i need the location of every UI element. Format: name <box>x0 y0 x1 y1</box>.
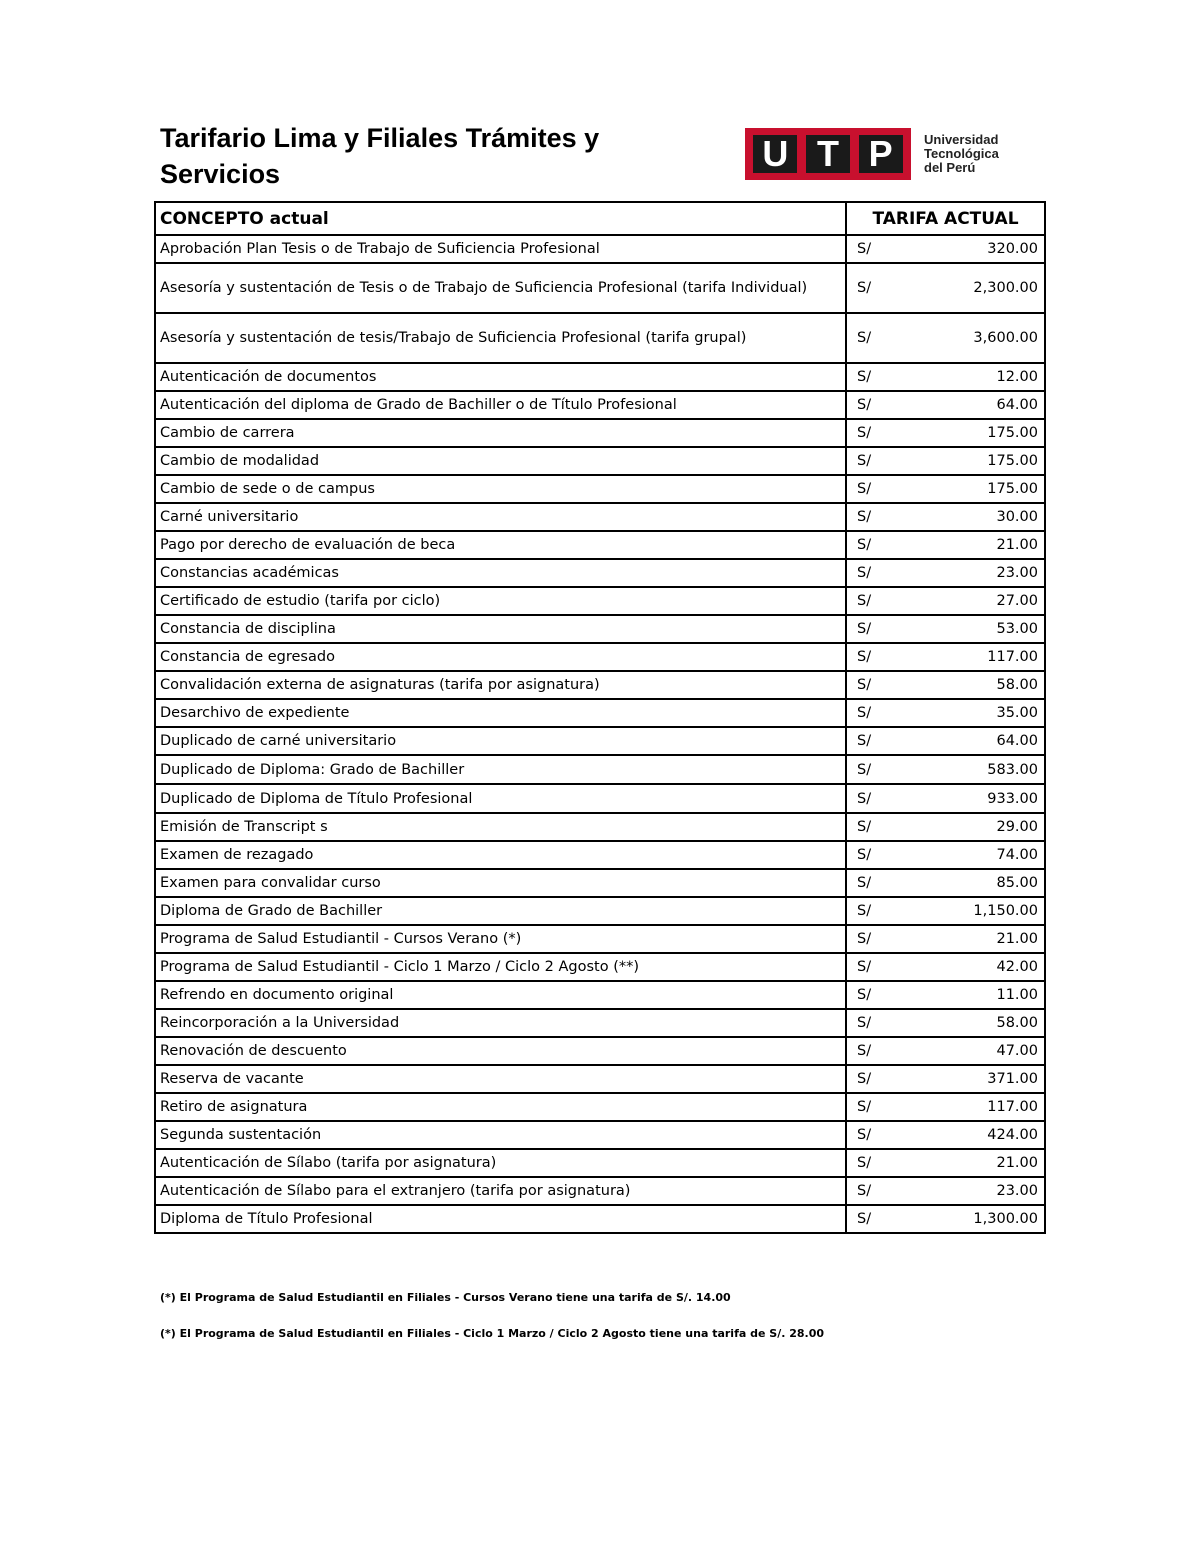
tarifa-amount: 21.00 <box>996 537 1038 553</box>
footnote: (*) El Programa de Salud Estudiantil en Filiales - Cursos Verano tiene una tarifa de S/. 14.00 <box>160 1291 731 1304</box>
tarifa-cell <box>846 925 1045 953</box>
concepto-cell: Constancias académicas <box>155 559 846 587</box>
table-row <box>155 784 1045 813</box>
concepto-cell: Examen para convalidar curso <box>155 869 846 897</box>
table-row <box>155 727 1045 755</box>
currency-symbol: S/ <box>857 280 872 296</box>
tarifa-cell <box>846 671 1045 699</box>
tarifa-amount: 42.00 <box>996 959 1038 975</box>
concepto-cell: Retiro de asignatura <box>155 1093 846 1121</box>
logo-text-line: del Perú <box>924 160 976 175</box>
currency-symbol: S/ <box>857 1015 872 1031</box>
table-row <box>155 1121 1045 1149</box>
tarifa-amount: 58.00 <box>996 1015 1038 1031</box>
tarifa-amount: 175.00 <box>987 453 1038 469</box>
tarifa-cell <box>846 1009 1045 1037</box>
tarifa-amount: 1,150.00 <box>973 903 1038 919</box>
concepto-cell: Pago por derecho de evaluación de beca <box>155 531 846 559</box>
logo-text-line: Universidad <box>924 132 999 147</box>
currency-symbol: S/ <box>857 959 872 975</box>
table-row <box>155 475 1045 503</box>
currency-symbol: S/ <box>857 330 872 346</box>
tarifa-amount: 933.00 <box>987 790 1038 807</box>
currency-symbol: S/ <box>857 875 872 891</box>
tarifa-amount: 117.00 <box>987 1099 1038 1115</box>
concepto-cell: Programa de Salud Estudiantil - Ciclo 1 Marzo / Ciclo 2 Agosto (**) <box>155 953 846 981</box>
currency-symbol: S/ <box>857 761 872 778</box>
table-row <box>155 699 1045 727</box>
table-row <box>155 1037 1045 1065</box>
tarifa-cell <box>846 755 1045 784</box>
table-row <box>155 419 1045 447</box>
currency-symbol: S/ <box>857 1155 872 1171</box>
table-row <box>155 671 1045 699</box>
tarifa-amount: 53.00 <box>996 621 1038 637</box>
concepto-cell: Programa de Salud Estudiantil - Cursos Verano (*) <box>155 925 846 953</box>
table-row <box>155 1205 1045 1233</box>
logo-letter-u: U <box>753 135 797 173</box>
currency-symbol: S/ <box>857 397 872 413</box>
tarifa-amount: 3,600.00 <box>973 330 1038 346</box>
tarifa-amount: 1,300.00 <box>973 1211 1038 1227</box>
utp-logo <box>745 128 999 180</box>
tarifa-amount: 74.00 <box>996 847 1038 863</box>
logo-letters-box <box>745 128 911 180</box>
tarifa-cell <box>846 587 1045 615</box>
table-row <box>155 1177 1045 1205</box>
concepto-cell: Emisión de Transcript s <box>155 813 846 841</box>
currency-symbol: S/ <box>857 537 872 553</box>
concepto-cell: Desarchivo de expediente <box>155 699 846 727</box>
table-row <box>155 813 1045 841</box>
currency-symbol: S/ <box>857 1127 872 1143</box>
currency-symbol: S/ <box>857 509 872 525</box>
currency-symbol: S/ <box>857 649 872 665</box>
concepto-cell: Autenticación del diploma de Grado de Bachiller o de Título Profesional <box>155 391 846 419</box>
tarifa-amount: 35.00 <box>996 705 1038 721</box>
tarifa-amount: 30.00 <box>996 509 1038 525</box>
table-row <box>155 447 1045 475</box>
tarifa-amount: 320.00 <box>987 241 1038 257</box>
tarifa-cell <box>846 1065 1045 1093</box>
currency-symbol: S/ <box>857 931 872 947</box>
logo-wordmark <box>924 133 999 175</box>
currency-symbol: S/ <box>857 593 872 609</box>
tarifa-cell <box>846 1121 1045 1149</box>
table-row <box>155 263 1045 313</box>
tarifa-cell <box>846 503 1045 531</box>
concepto-cell: Autenticación de documentos <box>155 363 846 391</box>
table-row <box>155 897 1045 925</box>
tarifa-cell <box>846 615 1045 643</box>
currency-symbol: S/ <box>857 1043 872 1059</box>
tarifa-cell <box>846 841 1045 869</box>
table-row <box>155 643 1045 671</box>
concepto-cell: Constancia de egresado <box>155 643 846 671</box>
concepto-cell: Certificado de estudio (tarifa por ciclo) <box>155 587 846 615</box>
tarifa-cell <box>846 699 1045 727</box>
table-row <box>155 841 1045 869</box>
page-title: Tarifario Lima y Filiales Trámites y Servicios <box>160 123 600 189</box>
currency-symbol: S/ <box>857 733 872 749</box>
concepto-cell: Examen de rezagado <box>155 841 846 869</box>
tarifa-cell <box>846 953 1045 981</box>
concepto-cell: Segunda sustentación <box>155 1121 846 1149</box>
currency-symbol: S/ <box>857 1183 872 1199</box>
tarifa-cell <box>846 1205 1045 1233</box>
tarifa-cell <box>846 1149 1045 1177</box>
currency-symbol: S/ <box>857 847 872 863</box>
concepto-cell: Refrendo en documento original <box>155 981 846 1009</box>
concepto-cell: Duplicado de Diploma de Título Profesional <box>155 784 846 813</box>
currency-symbol: S/ <box>857 425 872 441</box>
table-row <box>155 363 1045 391</box>
concepto-cell: Constancia de disciplina <box>155 615 846 643</box>
tarifa-cell <box>846 1093 1045 1121</box>
table-row <box>155 615 1045 643</box>
tarifas-table <box>154 201 1046 1234</box>
currency-symbol: S/ <box>857 677 872 693</box>
tarifa-amount: 64.00 <box>996 733 1038 749</box>
tarifa-amount: 12.00 <box>996 369 1038 385</box>
tarifa-amount: 27.00 <box>996 593 1038 609</box>
concepto-cell: Duplicado de Diploma: Grado de Bachiller <box>155 755 846 784</box>
table-row <box>155 1065 1045 1093</box>
table-row <box>155 1009 1045 1037</box>
currency-symbol: S/ <box>857 565 872 581</box>
table-row <box>155 953 1045 981</box>
tarifa-amount: 58.00 <box>996 677 1038 693</box>
concepto-cell: Duplicado de carné universitario <box>155 727 846 755</box>
logo-letter-p: P <box>859 135 903 173</box>
tarifa-amount: 85.00 <box>996 875 1038 891</box>
tarifa-amount: 64.00 <box>996 397 1038 413</box>
table-row <box>155 755 1045 784</box>
table-row <box>155 1149 1045 1177</box>
table-row <box>155 925 1045 953</box>
currency-symbol: S/ <box>857 369 872 385</box>
currency-symbol: S/ <box>857 481 872 497</box>
concepto-cell: Asesoría y sustentación de tesis/Trabajo de Suficiencia Profesional (tarifa grupal) <box>155 313 846 363</box>
currency-symbol: S/ <box>857 1211 872 1227</box>
table-row <box>155 559 1045 587</box>
tarifa-cell <box>846 531 1045 559</box>
tarifa-cell <box>846 363 1045 391</box>
table-row <box>155 503 1045 531</box>
tarifa-cell <box>846 897 1045 925</box>
logo-text-line: Tecnológica <box>924 146 999 161</box>
tarifa-amount: 583.00 <box>987 761 1038 778</box>
currency-symbol: S/ <box>857 819 872 835</box>
tarifa-cell <box>846 235 1045 263</box>
table-row <box>155 869 1045 897</box>
tarifa-amount: 117.00 <box>987 649 1038 665</box>
tarifa-amount: 21.00 <box>996 1155 1038 1171</box>
currency-symbol: S/ <box>857 621 872 637</box>
tarifa-cell <box>846 784 1045 813</box>
tarifa-cell <box>846 727 1045 755</box>
table-header-row <box>155 202 1045 235</box>
logo-letter-t: T <box>806 135 850 173</box>
tarifa-cell <box>846 263 1045 313</box>
table-row <box>155 1093 1045 1121</box>
currency-symbol: S/ <box>857 705 872 721</box>
table-row <box>155 391 1045 419</box>
tarifa-cell <box>846 869 1045 897</box>
tarifa-amount: 175.00 <box>987 425 1038 441</box>
footnote: (*) El Programa de Salud Estudiantil en Filiales - Ciclo 1 Marzo / Ciclo 2 Agosto tiene una tarifa de S/. 28.00 <box>160 1327 825 1340</box>
header-concepto: CONCEPTO actual <box>155 202 846 235</box>
tarifa-cell <box>846 813 1045 841</box>
tarifa-cell <box>846 559 1045 587</box>
concepto-cell: Reserva de vacante <box>155 1065 846 1093</box>
currency-symbol: S/ <box>857 453 872 469</box>
tarifa-cell <box>846 475 1045 503</box>
concepto-cell: Cambio de modalidad <box>155 447 846 475</box>
tarifa-amount: 2,300.00 <box>973 280 1038 296</box>
concepto-cell: Autenticación de Sílabo (tarifa por asignatura) <box>155 1149 846 1177</box>
tarifa-cell <box>846 419 1045 447</box>
header-tarifa: TARIFA ACTUAL <box>846 202 1045 235</box>
currency-symbol: S/ <box>857 790 872 807</box>
table-row <box>155 587 1045 615</box>
concepto-cell: Reincorporación a la Universidad <box>155 1009 846 1037</box>
tarifa-amount: 424.00 <box>987 1127 1038 1143</box>
tarifa-amount: 175.00 <box>987 481 1038 497</box>
concepto-cell: Asesoría y sustentación de Tesis o de Trabajo de Suficiencia Profesional (tarifa Individual) <box>155 263 846 313</box>
concepto-cell: Cambio de sede o de campus <box>155 475 846 503</box>
concepto-cell: Aprobación Plan Tesis o de Trabajo de Suficiencia Profesional <box>155 235 846 263</box>
tarifa-amount: 23.00 <box>996 1183 1038 1199</box>
concepto-cell: Autenticación de Sílabo para el extranjero (tarifa por asignatura) <box>155 1177 846 1205</box>
currency-symbol: S/ <box>857 987 872 1003</box>
tarifa-amount: 21.00 <box>996 931 1038 947</box>
concepto-cell: Diploma de Título Profesional <box>155 1205 846 1233</box>
tarifa-cell <box>846 313 1045 363</box>
table-row <box>155 981 1045 1009</box>
currency-symbol: S/ <box>857 903 872 919</box>
currency-symbol: S/ <box>857 241 872 257</box>
currency-symbol: S/ <box>857 1071 872 1087</box>
tarifa-cell <box>846 981 1045 1009</box>
concepto-cell: Convalidación externa de asignaturas (tarifa por asignatura) <box>155 671 846 699</box>
table-row <box>155 313 1045 363</box>
tarifa-amount: 29.00 <box>996 819 1038 835</box>
tarifa-amount: 371.00 <box>987 1071 1038 1087</box>
tarifa-cell <box>846 1037 1045 1065</box>
tarifa-cell <box>846 1177 1045 1205</box>
currency-symbol: S/ <box>857 1099 872 1115</box>
concepto-cell: Cambio de carrera <box>155 419 846 447</box>
table-row <box>155 531 1045 559</box>
tarifa-cell <box>846 643 1045 671</box>
concepto-cell: Renovación de descuento <box>155 1037 846 1065</box>
concepto-cell: Diploma de Grado de Bachiller <box>155 897 846 925</box>
table-row <box>155 235 1045 263</box>
concepto-cell: Carné universitario <box>155 503 846 531</box>
tarifa-cell <box>846 447 1045 475</box>
tarifa-amount: 11.00 <box>996 987 1038 1003</box>
tarifa-amount: 47.00 <box>996 1043 1038 1059</box>
tarifa-amount: 23.00 <box>996 565 1038 581</box>
tarifa-cell <box>846 391 1045 419</box>
